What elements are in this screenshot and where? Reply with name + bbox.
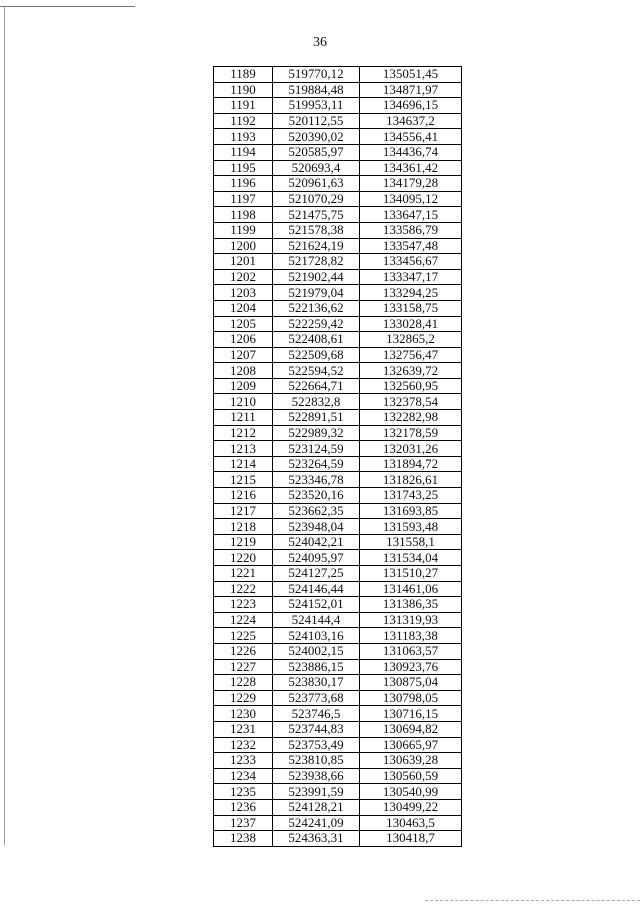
table-row (214, 737, 462, 753)
table-row (214, 269, 462, 285)
y-coordinate-cell: 131693,85 (360, 503, 462, 519)
point-number-cell: 1215 (214, 472, 273, 488)
scan-edge-left (4, 6, 5, 845)
point-number-cell: 1207 (214, 347, 273, 363)
table-row (214, 472, 462, 488)
point-number-cell: 1225 (214, 628, 273, 644)
point-number-cell: 1196 (214, 176, 273, 192)
scan-edge-bottom (425, 900, 640, 901)
table-row (214, 550, 462, 566)
point-number-cell: 1195 (214, 160, 273, 176)
point-number-cell: 1201 (214, 254, 273, 270)
y-coordinate-cell: 131534,04 (360, 550, 462, 566)
point-number-cell: 1212 (214, 425, 273, 441)
x-coordinate-cell: 523753,49 (273, 737, 360, 753)
x-coordinate-cell: 522509,68 (273, 347, 360, 363)
scan-edge-top (0, 6, 135, 7)
table-row (214, 831, 462, 847)
x-coordinate-cell: 519884,48 (273, 82, 360, 98)
y-coordinate-cell: 130875,04 (360, 675, 462, 691)
x-coordinate-cell: 520390,02 (273, 129, 360, 145)
x-coordinate-cell: 524103,16 (273, 628, 360, 644)
table-row (214, 690, 462, 706)
y-coordinate-cell: 131826,61 (360, 472, 462, 488)
table-row (214, 581, 462, 597)
y-coordinate-cell: 130639,28 (360, 753, 462, 769)
point-number-cell: 1206 (214, 332, 273, 348)
x-coordinate-cell: 519953,11 (273, 98, 360, 114)
x-coordinate-cell: 523124,59 (273, 441, 360, 457)
y-coordinate-cell: 131461,06 (360, 581, 462, 597)
table-row (214, 129, 462, 145)
y-coordinate-cell: 134179,28 (360, 176, 462, 192)
point-number-cell: 1204 (214, 300, 273, 316)
point-number-cell: 1221 (214, 566, 273, 582)
y-coordinate-cell: 132560,95 (360, 378, 462, 394)
point-number-cell: 1224 (214, 612, 273, 628)
point-number-cell: 1193 (214, 129, 273, 145)
y-coordinate-cell: 130665,97 (360, 737, 462, 753)
table-row (214, 254, 462, 270)
x-coordinate-cell: 522136,62 (273, 300, 360, 316)
point-number-cell: 1190 (214, 82, 273, 98)
table-row (214, 441, 462, 457)
point-number-cell: 1191 (214, 98, 273, 114)
x-coordinate-cell: 522891,51 (273, 410, 360, 426)
table-row (214, 721, 462, 737)
y-coordinate-cell: 132282,98 (360, 410, 462, 426)
table-row (214, 503, 462, 519)
x-coordinate-cell: 524128,21 (273, 799, 360, 815)
y-coordinate-cell: 133347,17 (360, 269, 462, 285)
table-row (214, 784, 462, 800)
x-coordinate-cell: 521578,38 (273, 222, 360, 238)
point-number-cell: 1237 (214, 815, 273, 831)
y-coordinate-cell: 133586,79 (360, 222, 462, 238)
point-number-cell: 1220 (214, 550, 273, 566)
table-row (214, 176, 462, 192)
table-row (214, 82, 462, 98)
x-coordinate-cell: 521979,04 (273, 285, 360, 301)
y-coordinate-cell: 133294,25 (360, 285, 462, 301)
x-coordinate-cell: 521070,29 (273, 191, 360, 207)
point-number-cell: 1189 (214, 67, 273, 83)
point-number-cell: 1232 (214, 737, 273, 753)
x-coordinate-cell: 523346,78 (273, 472, 360, 488)
y-coordinate-cell: 134696,15 (360, 98, 462, 114)
y-coordinate-cell: 132865,2 (360, 332, 462, 348)
table-row (214, 191, 462, 207)
table-row (214, 285, 462, 301)
point-number-cell: 1223 (214, 597, 273, 613)
x-coordinate-cell: 522832,8 (273, 394, 360, 410)
y-coordinate-cell: 134871,97 (360, 82, 462, 98)
x-coordinate-cell: 522594,52 (273, 363, 360, 379)
point-number-cell: 1199 (214, 222, 273, 238)
table-row (214, 332, 462, 348)
point-number-cell: 1194 (214, 144, 273, 160)
x-coordinate-cell: 524363,31 (273, 831, 360, 847)
point-number-cell: 1226 (214, 643, 273, 659)
y-coordinate-cell: 134361,42 (360, 160, 462, 176)
point-number-cell: 1227 (214, 659, 273, 675)
x-coordinate-cell: 524241,09 (273, 815, 360, 831)
y-coordinate-cell: 133547,48 (360, 238, 462, 254)
y-coordinate-cell: 132378,54 (360, 394, 462, 410)
y-coordinate-cell: 134556,41 (360, 129, 462, 145)
table-row (214, 98, 462, 114)
point-number-cell: 1202 (214, 269, 273, 285)
y-coordinate-cell: 132031,26 (360, 441, 462, 457)
x-coordinate-cell: 524002,15 (273, 643, 360, 659)
y-coordinate-cell: 132178,59 (360, 425, 462, 441)
y-coordinate-cell: 132756,47 (360, 347, 462, 363)
y-coordinate-cell: 131183,38 (360, 628, 462, 644)
x-coordinate-cell: 522408,61 (273, 332, 360, 348)
table-row (214, 488, 462, 504)
point-number-cell: 1210 (214, 394, 273, 410)
table-row (214, 222, 462, 238)
y-coordinate-cell: 131386,35 (360, 597, 462, 613)
point-number-cell: 1234 (214, 768, 273, 784)
table-row (214, 207, 462, 223)
table-row (214, 753, 462, 769)
table-row (214, 519, 462, 535)
x-coordinate-cell: 519770,12 (273, 67, 360, 83)
x-coordinate-cell: 520961,63 (273, 176, 360, 192)
point-number-cell: 1213 (214, 441, 273, 457)
table-row (214, 456, 462, 472)
point-number-cell: 1214 (214, 456, 273, 472)
point-number-cell: 1219 (214, 534, 273, 550)
x-coordinate-cell: 524152,01 (273, 597, 360, 613)
table-row (214, 425, 462, 441)
x-coordinate-cell: 524042,21 (273, 534, 360, 550)
x-coordinate-cell: 524146,44 (273, 581, 360, 597)
point-number-cell: 1233 (214, 753, 273, 769)
point-number-cell: 1208 (214, 363, 273, 379)
x-coordinate-cell: 524127,25 (273, 566, 360, 582)
x-coordinate-cell: 522989,32 (273, 425, 360, 441)
y-coordinate-cell: 133456,67 (360, 254, 462, 270)
table-row (214, 144, 462, 160)
table-row (214, 363, 462, 379)
x-coordinate-cell: 523746,5 (273, 706, 360, 722)
table-row (214, 815, 462, 831)
point-number-cell: 1192 (214, 113, 273, 129)
y-coordinate-cell: 130463,5 (360, 815, 462, 831)
table-row (214, 316, 462, 332)
table-row (214, 628, 462, 644)
x-coordinate-cell: 523830,17 (273, 675, 360, 691)
y-coordinate-cell: 131593,48 (360, 519, 462, 535)
x-coordinate-cell: 524095,97 (273, 550, 360, 566)
y-coordinate-cell: 130418,7 (360, 831, 462, 847)
y-coordinate-cell: 130716,15 (360, 706, 462, 722)
x-coordinate-cell: 520112,55 (273, 113, 360, 129)
y-coordinate-cell: 134637,2 (360, 113, 462, 129)
y-coordinate-cell: 133647,15 (360, 207, 462, 223)
x-coordinate-cell: 523948,04 (273, 519, 360, 535)
y-coordinate-cell: 130499,22 (360, 799, 462, 815)
point-number-cell: 1216 (214, 488, 273, 504)
table-row (214, 675, 462, 691)
x-coordinate-cell: 523520,16 (273, 488, 360, 504)
y-coordinate-cell: 132639,72 (360, 363, 462, 379)
point-number-cell: 1236 (214, 799, 273, 815)
y-coordinate-cell: 130560,59 (360, 768, 462, 784)
table-row (214, 566, 462, 582)
table-row (214, 160, 462, 176)
point-number-cell: 1231 (214, 721, 273, 737)
table-row (214, 534, 462, 550)
y-coordinate-cell: 131319,93 (360, 612, 462, 628)
y-coordinate-cell: 134436,74 (360, 144, 462, 160)
x-coordinate-cell: 523991,59 (273, 784, 360, 800)
page-number: 36 (313, 35, 327, 50)
x-coordinate-cell: 523662,35 (273, 503, 360, 519)
x-coordinate-cell: 520585,97 (273, 144, 360, 160)
point-number-cell: 1209 (214, 378, 273, 394)
x-coordinate-cell: 523264,59 (273, 456, 360, 472)
x-coordinate-cell: 523886,15 (273, 659, 360, 675)
x-coordinate-cell: 522664,71 (273, 378, 360, 394)
y-coordinate-cell: 133028,41 (360, 316, 462, 332)
x-coordinate-cell: 523744,83 (273, 721, 360, 737)
y-coordinate-cell: 131743,25 (360, 488, 462, 504)
x-coordinate-cell: 521902,44 (273, 269, 360, 285)
table-row (214, 394, 462, 410)
y-coordinate-cell: 131063,57 (360, 643, 462, 659)
table-row (214, 643, 462, 659)
table-row (214, 347, 462, 363)
table-row (214, 597, 462, 613)
x-coordinate-cell: 521624,19 (273, 238, 360, 254)
coordinates-table-body (214, 67, 462, 847)
point-number-cell: 1205 (214, 316, 273, 332)
y-coordinate-cell: 134095,12 (360, 191, 462, 207)
table-row (214, 410, 462, 426)
table-row (214, 612, 462, 628)
x-coordinate-cell: 523810,85 (273, 753, 360, 769)
y-coordinate-cell: 130694,82 (360, 721, 462, 737)
point-number-cell: 1218 (214, 519, 273, 535)
point-number-cell: 1228 (214, 675, 273, 691)
table-row (214, 238, 462, 254)
x-coordinate-cell: 521728,82 (273, 254, 360, 270)
x-coordinate-cell: 523938,66 (273, 768, 360, 784)
table-row (214, 768, 462, 784)
table-row (214, 799, 462, 815)
point-number-cell: 1238 (214, 831, 273, 847)
table-row (214, 113, 462, 129)
point-number-cell: 1229 (214, 690, 273, 706)
table-row (214, 67, 462, 83)
y-coordinate-cell: 130798,05 (360, 690, 462, 706)
y-coordinate-cell: 131558,1 (360, 534, 462, 550)
table-row (214, 300, 462, 316)
point-number-cell: 1230 (214, 706, 273, 722)
y-coordinate-cell: 130923,76 (360, 659, 462, 675)
point-number-cell: 1235 (214, 784, 273, 800)
point-number-cell: 1197 (214, 191, 273, 207)
point-number-cell: 1198 (214, 207, 273, 223)
x-coordinate-cell: 521475,75 (273, 207, 360, 223)
point-number-cell: 1200 (214, 238, 273, 254)
point-number-cell: 1217 (214, 503, 273, 519)
x-coordinate-cell: 524144,4 (273, 612, 360, 628)
point-number-cell: 1222 (214, 581, 273, 597)
y-coordinate-cell: 131510,27 (360, 566, 462, 582)
x-coordinate-cell: 520693,4 (273, 160, 360, 176)
x-coordinate-cell: 523773,68 (273, 690, 360, 706)
table-row (214, 378, 462, 394)
y-coordinate-cell: 135051,45 (360, 67, 462, 83)
table-row (214, 659, 462, 675)
table-row (214, 706, 462, 722)
x-coordinate-cell: 522259,42 (273, 316, 360, 332)
coordinates-table (213, 66, 462, 847)
y-coordinate-cell: 133158,75 (360, 300, 462, 316)
y-coordinate-cell: 130540,99 (360, 784, 462, 800)
y-coordinate-cell: 131894,72 (360, 456, 462, 472)
point-number-cell: 1211 (214, 410, 273, 426)
point-number-cell: 1203 (214, 285, 273, 301)
